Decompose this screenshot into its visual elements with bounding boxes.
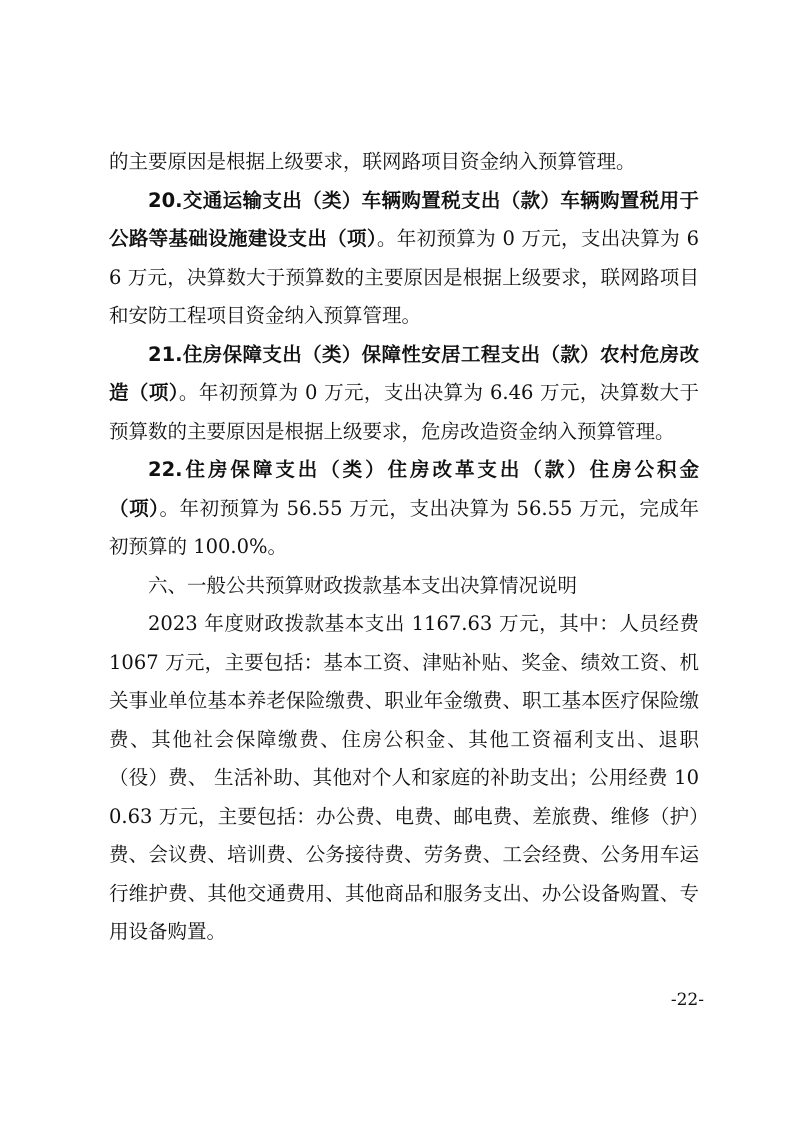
item-text: 。年初预算为 0 万元，支出决算为 6.46 万元，决算数大于预算数的主要原因是根据上级要求，危房改造资金纳入预算管理。	[109, 381, 699, 443]
section-heading: 六、一般公共预算财政拨款基本支出决算情况说明	[148, 573, 578, 597]
item-text: 。年初预算为 56.55 万元，支出决算为 56.55 万元，完成年初预算的 100.0%。	[109, 496, 699, 558]
paragraph-item-22	[109, 451, 699, 567]
item-heading: 20.交通运输支出（类）车辆购置税支出（款）车辆购置税用于公路等基础设施建设支出（项）	[109, 188, 699, 250]
item-text: 。年初预算为 0 万元，支出决算为 66 万元，决算数大于预算数的主要原因是根据上级要求，联网路项目和安防工程项目资金纳入预算管理。	[109, 227, 699, 327]
item-heading: 22.住房保障支出（类）住房改革支出（款）住房公积金（项）	[109, 458, 699, 520]
page-number: -22-	[670, 990, 704, 1010]
body-text	[109, 143, 699, 952]
section-body: 2023 年度财政拨款基本支出 1167.63 万元，其中：人员经费 1067 万元，主要包括：基本工资、津贴补贴、奖金、绩效工资、机关事业单位基本养老保险缴费、职业年金缴费、职工基本医疗保险缴费、其他社会保障缴费、住房公积金、其他工资福利支出、退职（役）费、 生活补助、其他对个人和家庭的补助支出；公用经费 100.63 万元，主要包括：办公费、电费、邮电费、差旅费、维修（护）费、会议费、培训费、公务接待费、劳务费、工会经费、公务用车运行维护费、其他交通费用、其他商品和服务支出、办公设备购置、专用设备购置。	[109, 612, 699, 943]
paragraph-text: 的主要原因是根据上级要求，联网路项目资金纳入预算管理。	[109, 150, 636, 173]
paragraph-continuation	[109, 143, 699, 182]
paragraph-item-20	[109, 182, 699, 336]
item-heading: 21.住房保障支出（类）保障性安居工程支出（款）农村危房改造（项）	[109, 342, 699, 404]
paragraph-item-21	[109, 336, 699, 452]
